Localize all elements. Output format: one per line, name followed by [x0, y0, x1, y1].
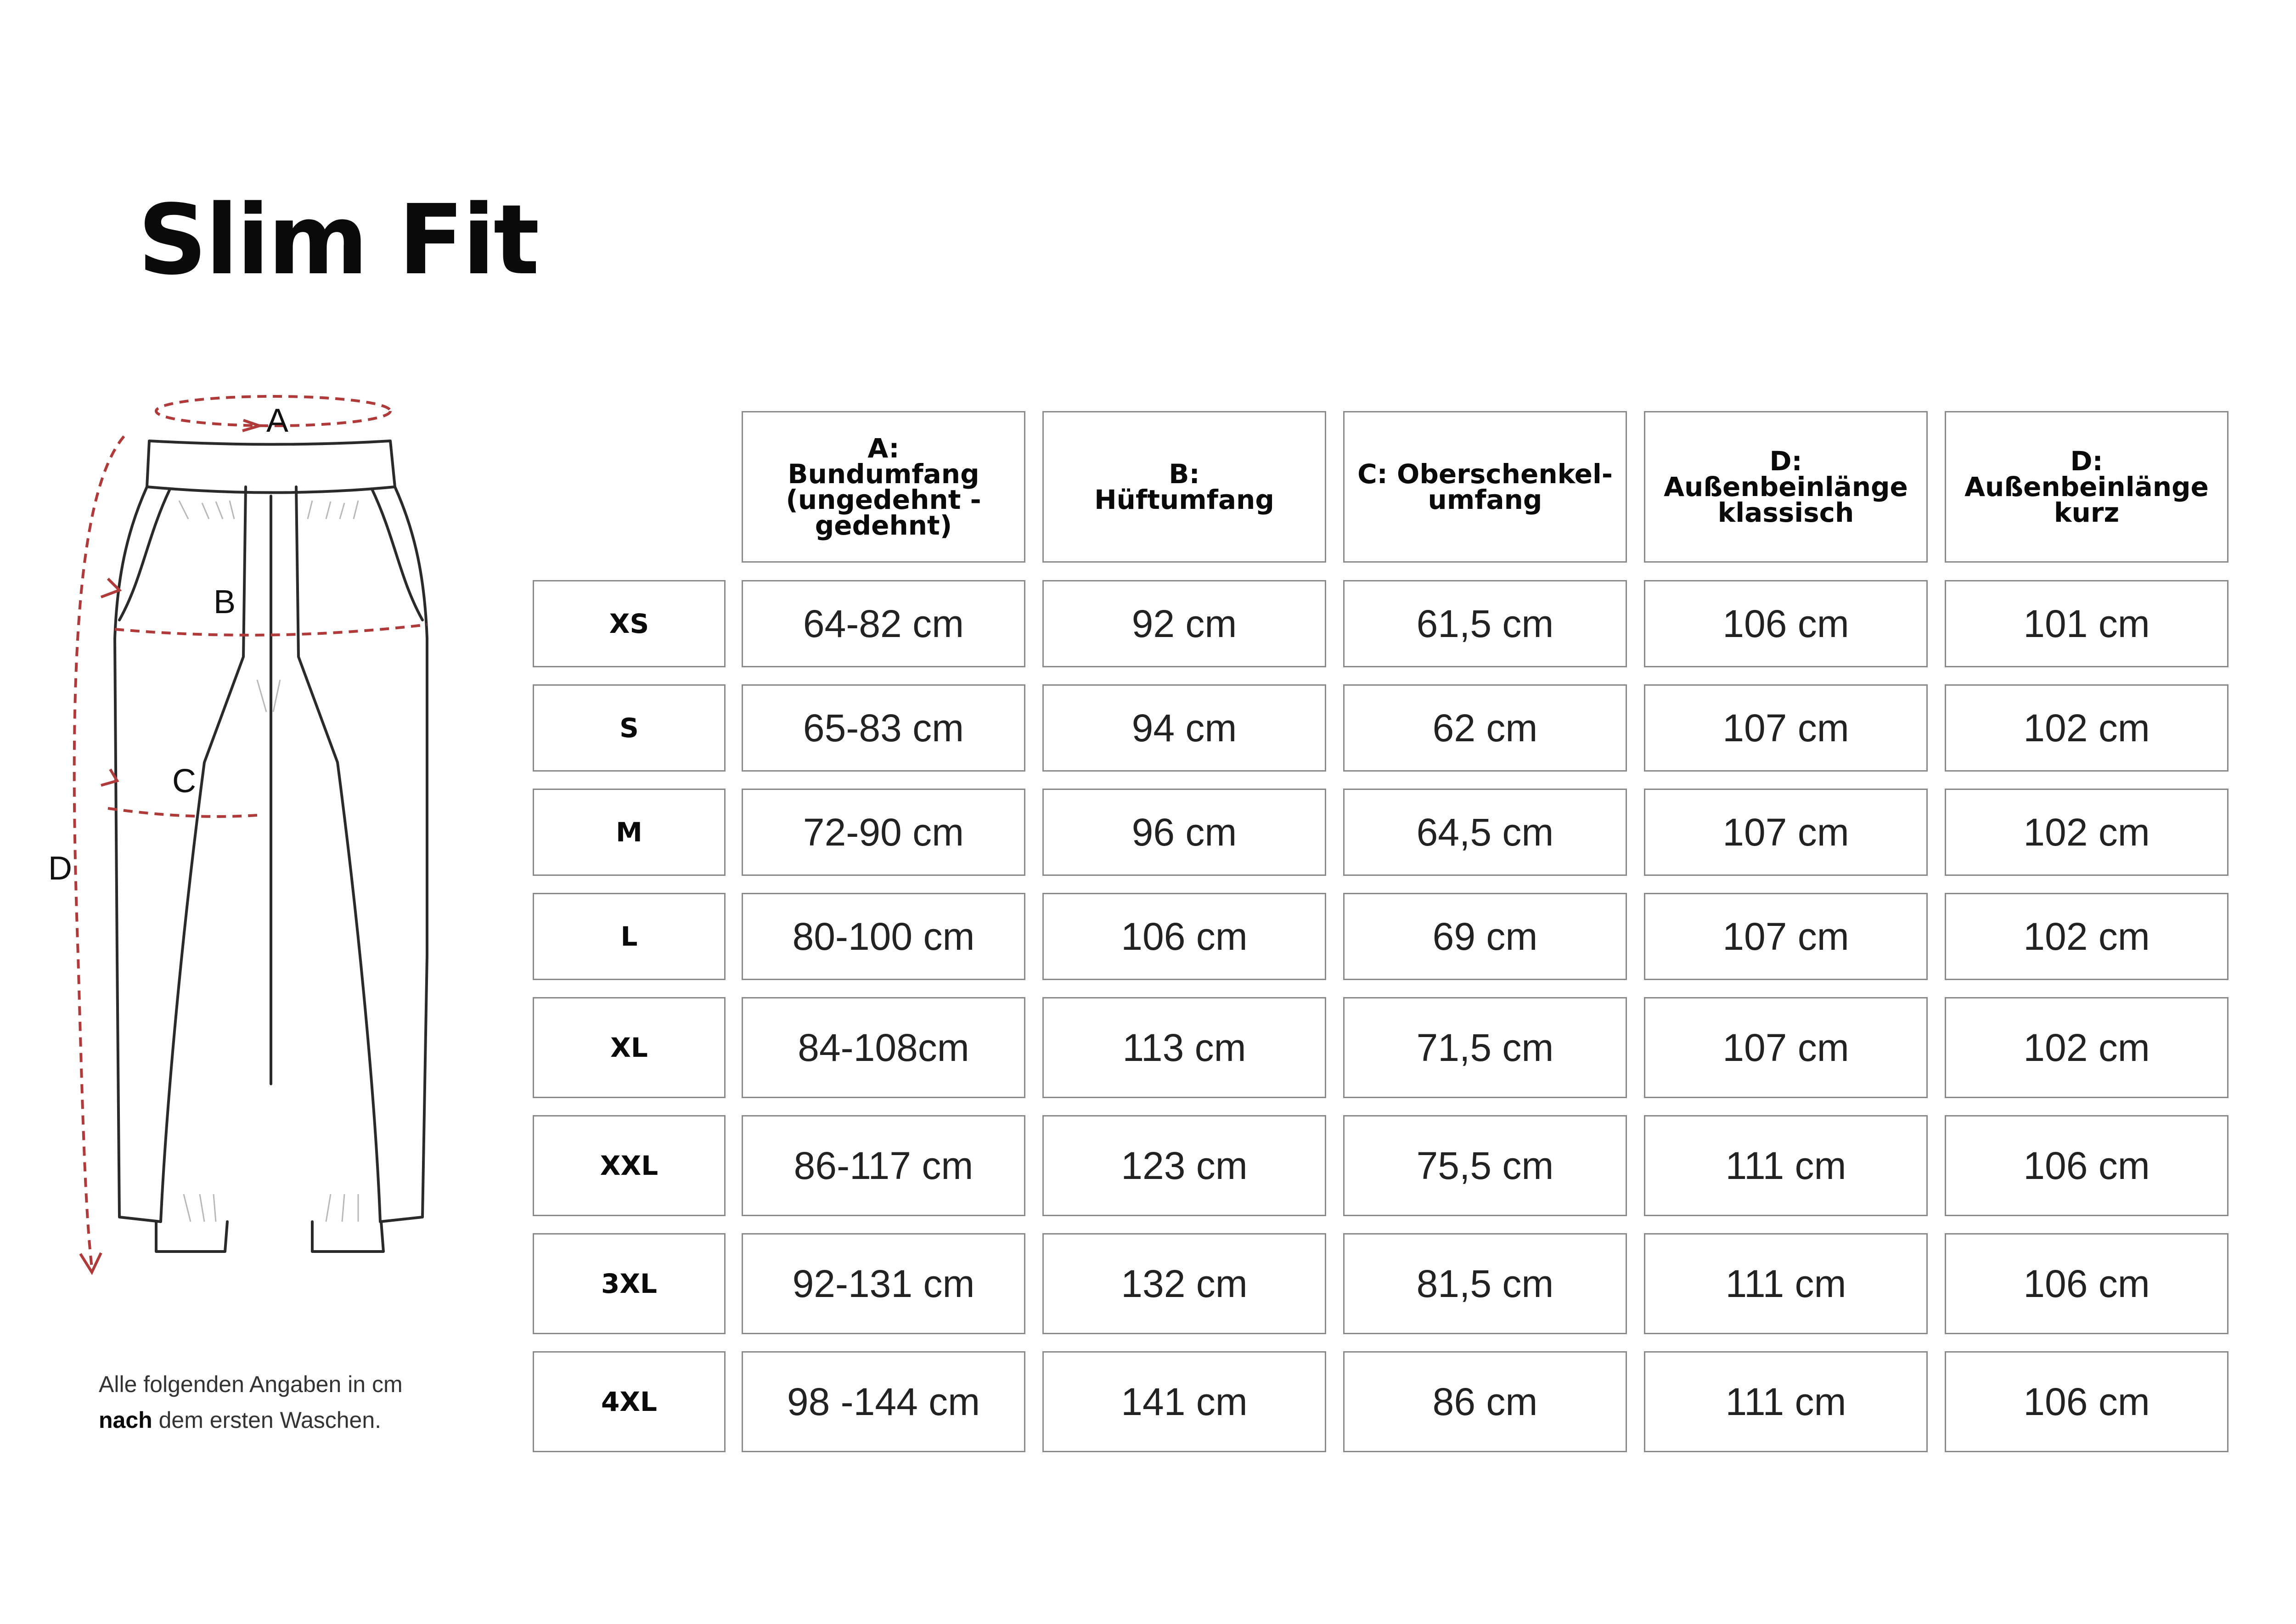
table-cell-text: 106 cm [2023, 1380, 2150, 1423]
table-cell-text: 107 cm [1722, 706, 1849, 750]
note-line-1: Alle folgenden Angaben in cm [99, 1371, 403, 1397]
table-cell [1644, 893, 1928, 980]
table-cell [1042, 1233, 1326, 1334]
label-a: A [266, 402, 289, 439]
table-cell-text: 111 cm [1725, 1262, 1846, 1305]
table-cell-text: 71,5 cm [1416, 1026, 1554, 1069]
gather-lines [179, 501, 358, 1222]
table-cell [1343, 789, 1627, 876]
label-c: C [172, 763, 196, 800]
table-cell-text: 86-117 cm [793, 1144, 974, 1187]
table-cell-text: 132 cm [1121, 1262, 1248, 1305]
table-cell [742, 997, 1025, 1098]
column-header-text: B: Hüftumfang [1094, 458, 1274, 515]
table-cell [742, 893, 1025, 980]
table-cell [1343, 1233, 1627, 1334]
table-cell-text: 69 cm [1432, 914, 1538, 958]
column-header [1343, 411, 1627, 563]
table-cell [1042, 1351, 1326, 1452]
size-label-text: 3XL [601, 1268, 658, 1299]
table-cell [1945, 684, 2228, 772]
table-cell-text: 86 cm [1432, 1380, 1538, 1423]
table-cell-text: 96 cm [1131, 810, 1237, 854]
table-cell [1644, 997, 1928, 1098]
table-cell [742, 1233, 1025, 1334]
size-label [533, 789, 726, 876]
table-cell [1945, 1233, 2228, 1334]
waistband [147, 441, 395, 493]
table-cell [1343, 1351, 1627, 1452]
note-bold-word: nach [99, 1407, 152, 1433]
table-cell-text: 113 cm [1122, 1026, 1246, 1069]
note-line-2 [99, 1402, 512, 1438]
size-label-text: S [619, 712, 639, 744]
table-cell-text: 61,5 cm [1416, 602, 1554, 645]
table-cell-text: 80-100 cm [792, 914, 975, 958]
table-cell-text: 102 cm [2023, 810, 2150, 854]
table-cell-text: 75,5 cm [1416, 1144, 1554, 1187]
table-cell-text: 141 cm [1121, 1380, 1248, 1423]
column-header [1042, 411, 1326, 563]
guide-arrows [80, 420, 259, 1272]
column-header-text: D: Außenbeinlänge klassisch [1664, 445, 1908, 528]
table-cell [1343, 580, 1627, 667]
table-cell [742, 1115, 1025, 1216]
table-cell [1042, 789, 1326, 876]
table-cell [1644, 1233, 1928, 1334]
table-cell [1042, 1115, 1326, 1216]
table-cell [742, 580, 1025, 667]
table-cell [1945, 893, 2228, 980]
table-cell [1644, 684, 1928, 772]
size-label-text: XXL [600, 1150, 658, 1181]
table-cell-text: 102 cm [2023, 706, 2150, 750]
size-label [533, 580, 726, 667]
table-cell-text: 92 cm [1131, 602, 1237, 645]
table-cell-text: 111 cm [1725, 1380, 1846, 1423]
table-cell-text: 111 cm [1725, 1144, 1846, 1187]
table-cell-text: 94 cm [1131, 706, 1237, 750]
table-cell [1644, 1351, 1928, 1452]
table-cell [1343, 684, 1627, 772]
page-title: Slim Fit [138, 184, 538, 296]
column-header [1644, 411, 1928, 563]
size-label [533, 684, 726, 772]
size-label [533, 1115, 726, 1216]
table-cell [1945, 1351, 2228, 1452]
table-cell [1042, 684, 1326, 772]
table-cell-text: 106 cm [1121, 914, 1248, 958]
table-cell-text: 62 cm [1432, 706, 1538, 750]
column-header [1945, 411, 2228, 563]
table-cell [1042, 580, 1326, 667]
table-cell [1945, 997, 2228, 1098]
table-cell [1945, 580, 2228, 667]
size-label-text: XS [609, 608, 649, 639]
table-cell [1042, 997, 1326, 1098]
label-b: B [214, 584, 236, 620]
table-cell-text: 98 -144 cm [787, 1380, 980, 1423]
table-cell [1644, 789, 1928, 876]
table-cell [1644, 1115, 1928, 1216]
table-cell [1945, 789, 2228, 876]
table-cell-text: 107 cm [1722, 914, 1849, 958]
size-label-text: L [620, 921, 638, 952]
table-cell [1644, 580, 1928, 667]
size-label [533, 1351, 726, 1452]
table-cell-text: 65-83 cm [803, 706, 964, 750]
table-cell-text: 107 cm [1722, 1026, 1849, 1069]
table-cell-text: 106 cm [1722, 602, 1849, 645]
pants-diagram [28, 381, 459, 1300]
note-line-2-rest: dem ersten Waschen. [152, 1407, 382, 1433]
size-label-text: 4XL [601, 1386, 658, 1417]
size-label-text: M [616, 817, 642, 848]
table-cell [1343, 893, 1627, 980]
pants-outline-icon [115, 441, 427, 1252]
table-cell [742, 789, 1025, 876]
table-cell-text: 101 cm [2023, 602, 2150, 645]
table-cell [1945, 1115, 2228, 1216]
table-cell-text: 92-131 cm [792, 1262, 975, 1305]
table-cell-text: 64,5 cm [1416, 810, 1554, 854]
table-cell-text: 106 cm [2023, 1262, 2150, 1305]
size-label-text: XL [610, 1032, 648, 1063]
column-header-text: D: Außenbeinlänge kurz [1964, 445, 2209, 528]
size-label [533, 1233, 726, 1334]
table-cell [1343, 1115, 1627, 1216]
measurement-note [99, 1366, 512, 1438]
table-cell-text: 84-108cm [798, 1026, 969, 1069]
column-header-text: A: Bundumfang (ungedehnt - gedehnt) [786, 433, 981, 541]
column-header-text: C: Oberschenkel- umfang [1357, 458, 1613, 515]
measure-guides [74, 396, 427, 1268]
table-cell-text: 81,5 cm [1416, 1262, 1554, 1305]
size-label [533, 893, 726, 980]
table-cell-text: 102 cm [2023, 914, 2150, 958]
column-header [742, 411, 1025, 563]
table-cell [1042, 893, 1326, 980]
table-cell-text: 123 cm [1121, 1144, 1248, 1187]
table-cell [1343, 997, 1627, 1098]
table-cell-text: 64-82 cm [803, 602, 964, 645]
size-label [533, 997, 726, 1098]
table-cell-text: 72-90 cm [803, 810, 964, 854]
label-d: D [48, 850, 72, 887]
table-cell [742, 684, 1025, 772]
table-cell-text: 107 cm [1722, 810, 1849, 854]
table-cell [742, 1351, 1025, 1452]
table-cell-text: 106 cm [2023, 1144, 2150, 1187]
table-cell-text: 102 cm [2023, 1026, 2150, 1069]
guide-c [108, 808, 257, 817]
